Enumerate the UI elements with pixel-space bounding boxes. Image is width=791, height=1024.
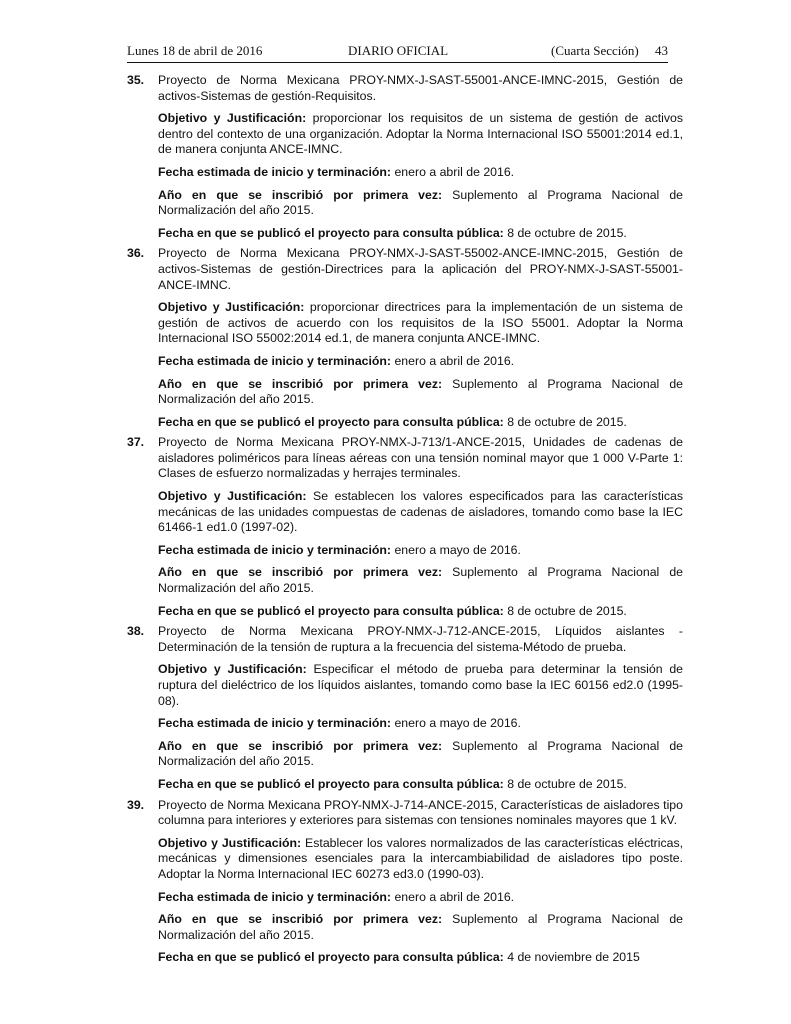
fecha-inicio-label: Fecha estimada de inicio y terminación: (158, 353, 392, 368)
entry-fecha-publicacion (158, 950, 683, 966)
entry-number: 38. (127, 624, 145, 639)
entry-anio (158, 377, 683, 408)
objetivo-text: Se establecen los valores especificados para las características mecánicas de las unidades compuestas de cadenas de aisladores, tomando como base la IEC 61466-1 ed1.0 (1997-02). (158, 489, 683, 535)
entry-anio (158, 565, 683, 596)
fecha-inicio-text: enero a mayo de 2016. (394, 542, 521, 557)
header-section-page: (Cuarta Sección) 43 (551, 43, 668, 58)
entry-title: Proyecto de Norma Mexicana PROY-NMX-J-713/1-ANCE-2015, Unidades de cadenas de aisladores poliméricos para líneas aéreas con una tensión nominal mayor que 1 000 V-Parte 1: Clases de esfuerzo normalizadas y herrajes terminales. (158, 435, 683, 481)
anio-label: Año en que se inscribió por primera vez: (158, 187, 443, 202)
entry-39 (127, 798, 683, 966)
objetivo-text: Establecer los valores normalizados de las características eléctricas, mecánicas y dimensiones esenciales para la intercambiabilidad de aisladores tipo poste. Adoptar la Norma Internacional IEC 60273 ed3.0 (1990-03). (158, 835, 684, 881)
fecha-inicio-text: enero a abril de 2016. (394, 889, 515, 904)
fecha-publicacion-text: 4 de noviembre de 2015 (507, 950, 640, 965)
fecha-inicio-text: enero a abril de 2016. (394, 353, 515, 368)
fecha-inicio-label: Fecha estimada de inicio y terminación: (158, 164, 392, 179)
fecha-inicio-label: Fecha estimada de inicio y terminación: (158, 889, 392, 904)
entry-objetivo (158, 662, 683, 709)
anio-text: Suplemento al Programa Nacional de Normalización del año 2015. (158, 912, 684, 942)
entry-fecha-inicio (158, 890, 683, 906)
entry-objetivo (158, 836, 683, 883)
fecha-publicacion-label: Fecha en que se publicó el proyecto para consulta pública: (158, 776, 504, 791)
fecha-publicacion-text: 8 de octubre de 2015. (507, 225, 627, 240)
entry-fecha-publicacion (158, 777, 683, 793)
header-date: Lunes 18 de abril de 2016 (127, 43, 263, 58)
fecha-publicacion-label: Fecha en que se publicó el proyecto para consulta pública: (158, 603, 504, 618)
entry-38 (127, 624, 683, 792)
entry-fecha-publicacion (158, 226, 683, 242)
fecha-publicacion-label: Fecha en que se publicó el proyecto para consulta pública: (158, 950, 504, 965)
entry-fecha-inicio (158, 165, 683, 181)
fecha-publicacion-label: Fecha en que se publicó el proyecto para consulta pública: (158, 414, 504, 429)
objetivo-text: Especificar el método de prueba para determinar la tensión de ruptura del dieléctrico de los líquidos aislantes, tomando como base la IEC 60156 ed2.0 (1995-08). (158, 662, 683, 708)
entry-number: 35. (127, 73, 145, 87)
fecha-publicacion-text: 8 de octubre de 2015. (507, 776, 627, 791)
fecha-inicio-label: Fecha estimada de inicio y terminación: (158, 716, 392, 731)
fecha-publicacion-label: Fecha en que se publicó el proyecto para consulta pública: (158, 225, 504, 240)
entry-objetivo (158, 300, 683, 347)
header-title: DIARIO OFICIAL (348, 43, 449, 58)
anio-text: Suplemento al Programa Nacional de Normalización del año 2015. (158, 565, 684, 596)
fecha-inicio-text: enero a abril de 2016. (394, 164, 515, 179)
objetivo-text: proporcionar directrices para la implementación de un sistema de gestión de activos de acuerdo con los requisitos de la ISO 55001. Adoptar la Norma Internacional ISO 55002:2014 ed.1, de manera conjunta ANCE-IMNC. (158, 300, 683, 346)
entry-fecha-publicacion (158, 604, 683, 620)
objetivo-label: Objetivo y Justificación: (158, 489, 307, 504)
entry-number: 37. (127, 435, 145, 450)
entry-title: Proyecto de Norma Mexicana PROY-NMX-J-712-ANCE-2015, Líquidos aislantes - Determinación de la tensión de ruptura a la frecuencia del sistema-Método de prueba. (158, 624, 683, 654)
anio-text: Suplemento al Programa Nacional de Normalización del año 2015. (158, 187, 684, 218)
entry-fecha-inicio (158, 543, 683, 559)
objetivo-label: Objetivo y Justificación: (158, 835, 302, 850)
objetivo-label: Objetivo y Justificación: (158, 111, 307, 126)
entry-fecha-inicio (158, 354, 683, 370)
entry-objetivo (158, 489, 683, 536)
anio-label: Año en que se inscribió por primera vez: (158, 912, 443, 927)
entry-anio (158, 739, 683, 770)
anio-text: Suplemento al Programa Nacional de Normalización del año 2015. (158, 738, 684, 769)
entry-fecha-inicio (158, 716, 683, 732)
entry-anio (158, 912, 683, 943)
entry-fecha-publicacion (158, 415, 683, 431)
entry-anio (158, 188, 683, 219)
entry-36 (127, 246, 683, 430)
fecha-inicio-label: Fecha estimada de inicio y terminación: (158, 542, 392, 557)
anio-label: Año en que se inscribió por primera vez: (158, 565, 443, 580)
entry-title: Proyecto de Norma Mexicana PROY-NMX-J-SAST-55001-ANCE-IMNC-2015, Gestión de activos-Sistemas de gestión-Requisitos. (158, 73, 683, 103)
entry-objetivo (158, 111, 683, 158)
entry-number: 39. (127, 797, 145, 812)
entry-title: Proyecto de Norma Mexicana PROY-NMX-J-SAST-55002-ANCE-IMNC-2015, Gestión de activos-Sistemas de gestión-Directrices para la aplicación del PROY-NMX-J-SAST-55001-ANCE-IMNC. (158, 246, 683, 292)
anio-text: Suplemento al Programa Nacional de Normalización del año 2015. (158, 376, 684, 407)
anio-label: Año en que se inscribió por primera vez: (158, 738, 443, 753)
entries-list (127, 73, 683, 971)
entry-title: Proyecto de Norma Mexicana PROY-NMX-J-714-ANCE-2015, Características de aisladores tipo columna para interiores y exteriores para sistemas con tensiones nominales mayores que 1 kV. (158, 797, 683, 828)
objetivo-text: proporcionar los requisitos de un sistema de gestión de activos dentro del contexto de una organización. Adoptar la Norma Internacional ISO 55001:2014 ed.1, de manera conjunta ANCE-IMNC. (158, 111, 683, 157)
entry-number: 36. (127, 246, 145, 261)
objetivo-label: Objetivo y Justificación: (158, 662, 307, 677)
page-header (127, 43, 668, 61)
objetivo-label: Objetivo y Justificación: (158, 300, 305, 315)
fecha-publicacion-text: 8 de octubre de 2015. (507, 414, 627, 429)
fecha-publicacion-text: 8 de octubre de 2015. (507, 603, 627, 618)
entry-35 (127, 73, 683, 241)
header-rule (127, 62, 668, 63)
anio-label: Año en que se inscribió por primera vez: (158, 376, 443, 391)
fecha-inicio-text: enero a mayo de 2016. (394, 716, 521, 731)
entry-37 (127, 435, 683, 619)
